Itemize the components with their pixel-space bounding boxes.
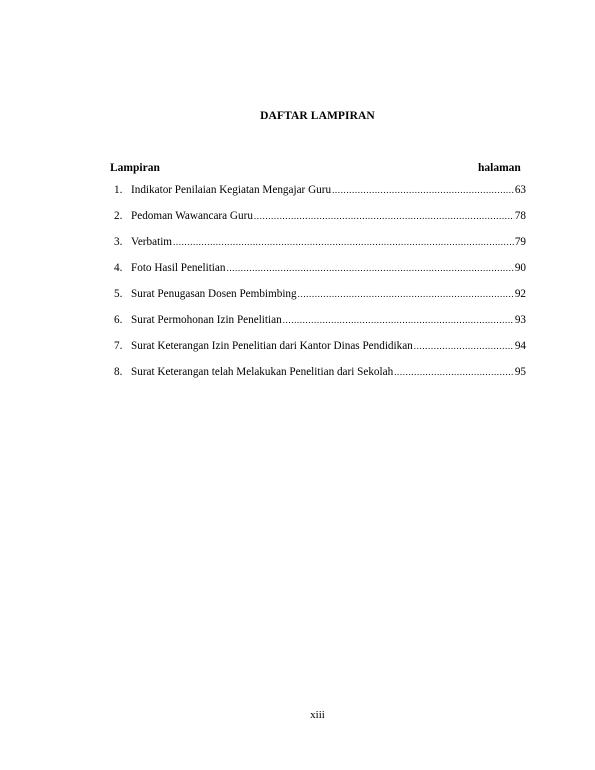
page-number: xiii xyxy=(310,709,325,721)
list-item xyxy=(114,262,526,288)
list-item xyxy=(114,210,526,236)
item-title: Pedoman Wawancara Guru xyxy=(131,210,253,222)
item-page: 95 xyxy=(514,366,526,378)
item-title: Surat Keterangan telah Melakukan Penelitian dari Sekolah xyxy=(131,366,394,378)
page-title: DAFTAR LAMPIRAN xyxy=(260,110,375,122)
item-title: Foto Hasil Penelitian xyxy=(131,262,226,274)
item-title: Surat Keterangan Izin Penelitian dari Kantor Dinas Pendidikan xyxy=(131,340,413,352)
dot-leader xyxy=(173,237,514,247)
item-number: 4. xyxy=(114,262,123,274)
item-title: Surat Permohonan Izin Penelitian xyxy=(131,314,282,326)
item-page: 63 xyxy=(514,184,526,196)
item-page: 78 xyxy=(514,210,526,222)
dot-leader xyxy=(298,289,514,299)
item-number: 3. xyxy=(114,236,123,248)
item-title: Verbatim xyxy=(131,236,173,248)
list-item xyxy=(114,314,526,340)
list-item xyxy=(114,340,526,366)
item-number: 6. xyxy=(114,314,123,326)
item-page: 79 xyxy=(514,236,526,248)
list-item xyxy=(114,288,526,314)
item-number: 7. xyxy=(114,340,123,352)
dot-leader xyxy=(226,263,513,273)
item-number: 1. xyxy=(114,184,123,196)
dot-leader xyxy=(394,367,514,377)
dot-leader xyxy=(414,341,514,351)
list-item xyxy=(114,236,526,262)
dot-leader xyxy=(332,185,514,195)
item-number: 5. xyxy=(114,288,123,300)
item-title: Surat Penugasan Dosen Pembimbing xyxy=(131,288,297,300)
item-page: 93 xyxy=(514,314,526,326)
item-page: 90 xyxy=(514,262,526,274)
item-number: 2. xyxy=(114,210,123,222)
appendix-list xyxy=(114,184,526,392)
column-header-halaman: halaman xyxy=(478,162,521,174)
dot-leader xyxy=(283,315,514,325)
item-number: 8. xyxy=(114,366,123,378)
item-title: Indikator Penilaian Kegiatan Mengajar Guru xyxy=(131,184,332,196)
column-header-lampiran: Lampiran xyxy=(110,162,160,174)
dot-leader xyxy=(254,211,514,221)
item-page: 92 xyxy=(514,288,526,300)
list-item xyxy=(114,184,526,210)
list-item xyxy=(114,366,526,392)
item-page: 94 xyxy=(514,340,526,352)
